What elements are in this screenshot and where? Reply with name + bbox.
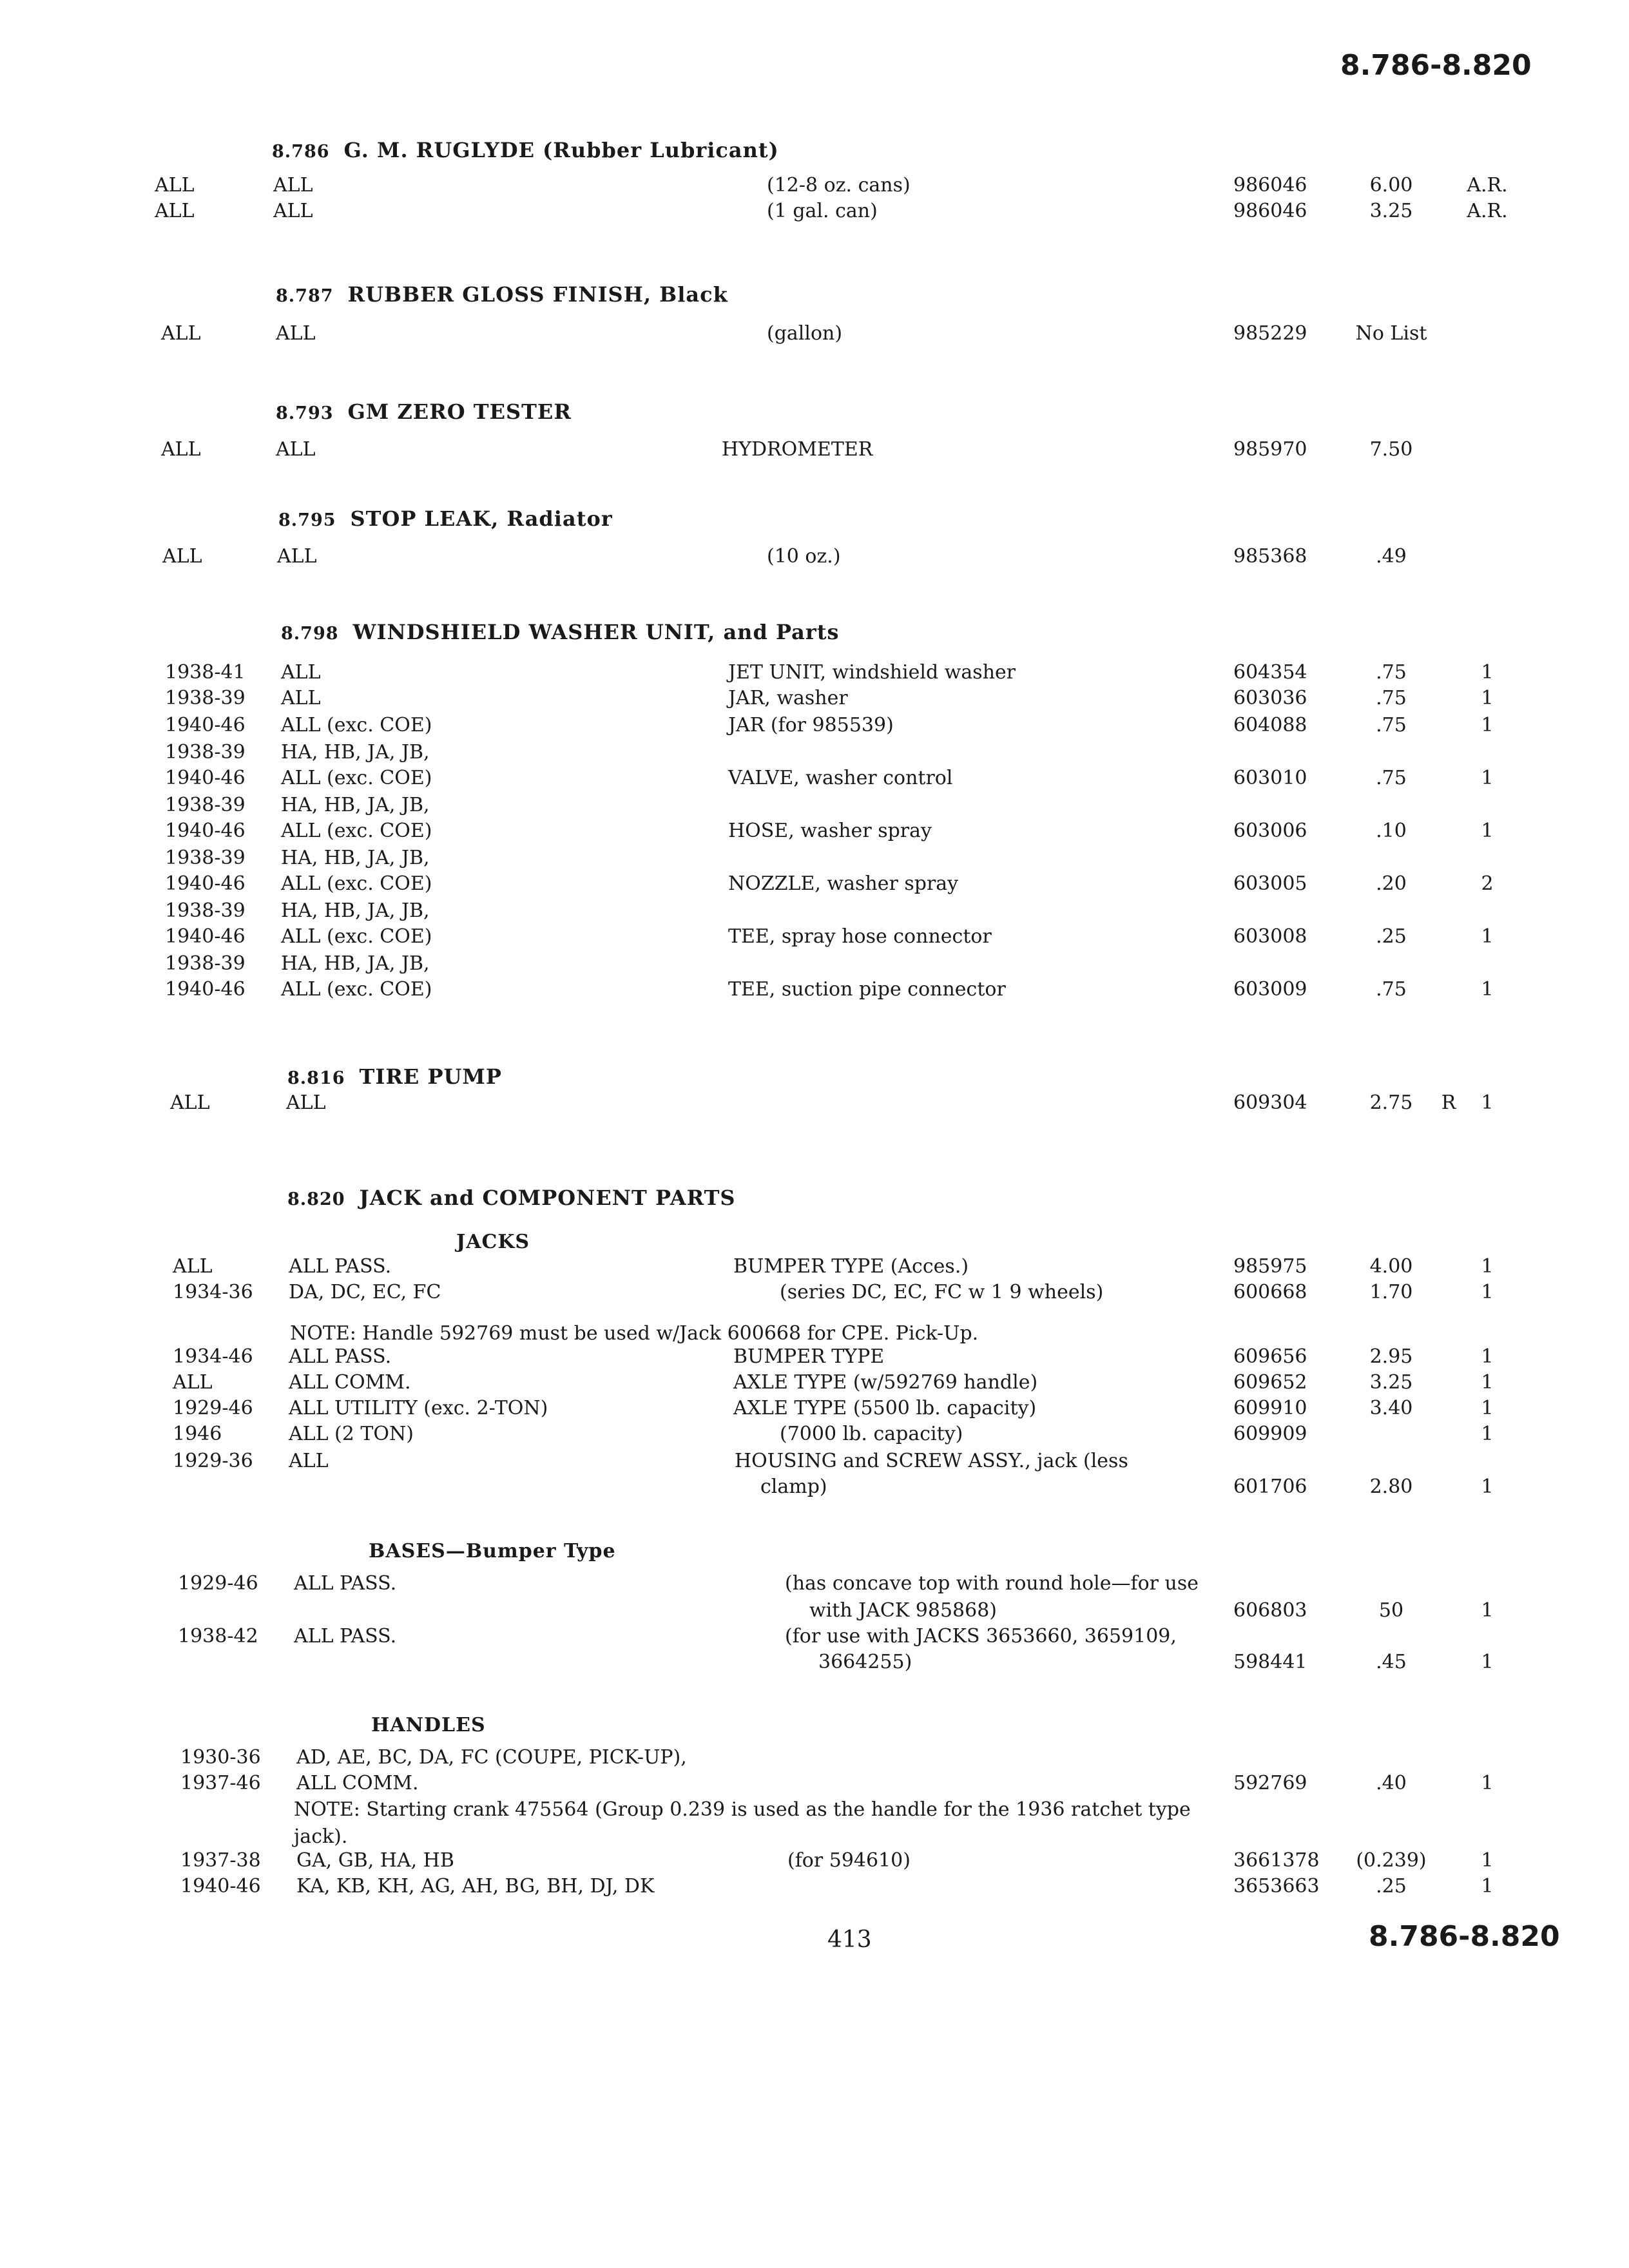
quantity-cell: A.R. (1467, 200, 1508, 222)
section-title-8-816: 8.816 TIRE PUMP (287, 1064, 502, 1089)
year-cell: 1938-39 (165, 794, 246, 816)
price-cell: .75 (1376, 687, 1407, 709)
year-cell: 1938-39 (165, 741, 246, 764)
part-number-cell: 3653663 (1233, 1875, 1320, 1898)
part-number-cell: 601706 (1233, 1475, 1307, 1498)
table-row (0, 438, 1629, 465)
model-cell: ALL PASS. (289, 1345, 392, 1368)
table-row (0, 1450, 1629, 1477)
description-cell: JAR (for 985539) (728, 714, 894, 736)
year-cell: 1946 (173, 1423, 222, 1445)
model-cell: ALL (276, 322, 316, 345)
price-cell: .75 (1376, 767, 1407, 789)
model-cell: ALL (exc. COE) (281, 820, 432, 842)
price-cell: .10 (1376, 820, 1407, 842)
table-row (0, 1625, 1629, 1652)
price-cell: .75 (1376, 661, 1407, 684)
year-cell: 1940-46 (165, 872, 246, 895)
model-cell: ALL PASS. (294, 1572, 397, 1595)
quantity-cell: 2 (1481, 872, 1494, 895)
subhead-handles: HANDLES (371, 1714, 486, 1736)
year-cell: 1938-39 (165, 687, 246, 709)
price-cell: .20 (1376, 872, 1407, 895)
model-cell: ALL (281, 687, 321, 709)
price-cell: .25 (1376, 925, 1407, 948)
quantity-cell: 1 (1481, 1599, 1494, 1622)
table-row (0, 1746, 1629, 1773)
table-row (0, 1397, 1629, 1424)
description-cell: AXLE TYPE (5500 lb. capacity) (733, 1397, 1037, 1419)
description-cell: NOZZLE, washer spray (728, 872, 959, 895)
price-cell: .45 (1376, 1651, 1407, 1673)
description-cell: BUMPER TYPE (Acces.) (733, 1255, 969, 1278)
table-row (0, 714, 1629, 741)
quantity-cell: 1 (1481, 1255, 1494, 1278)
model-cell: HA, HB, JA, JB, (281, 899, 430, 922)
part-number-cell: 604354 (1233, 661, 1307, 684)
part-number-cell: 604088 (1233, 714, 1307, 736)
table-row (0, 899, 1629, 927)
model-cell: ALL (273, 200, 313, 222)
description-cell: (1 gal. can) (767, 200, 878, 222)
description-cell: HOSE, washer spray (728, 820, 932, 842)
table-row (0, 952, 1629, 979)
quantity-cell: 1 (1481, 1397, 1494, 1419)
part-number-cell: 603006 (1233, 820, 1307, 842)
model-cell: ALL (276, 438, 316, 461)
part-number-cell: 609652 (1233, 1371, 1307, 1394)
year-cell: ALL (162, 545, 202, 568)
table-row (0, 1371, 1629, 1398)
table-row (0, 847, 1629, 874)
model-cell: ALL (exc. COE) (281, 872, 432, 895)
price-cell: 2.95 (1369, 1345, 1413, 1368)
note-starting-crank: NOTE: Starting crank 475564 (Group 0.239 is used as the handle for the 1936 ratchet type jack). (294, 1798, 1191, 1848)
section-title-8-798: 8.798 WINDSHIELD WASHER UNIT, and Parts (281, 620, 840, 644)
model-cell: ALL (exc. COE) (281, 925, 432, 948)
table-row (0, 1849, 1629, 1876)
note-jack-handle: NOTE: Handle 592769 must be used w/Jack 600668 for CPE. Pick-Up. (290, 1322, 979, 1345)
description-cell: HYDROMETER (722, 438, 873, 461)
model-cell: KA, KB, KH, AG, AH, BG, BH, DJ, DK (296, 1875, 655, 1898)
price-cell: .25 (1376, 1875, 1407, 1898)
section-title-8-786: 8.786 G. M. RUGLYDE (Rubber Lubricant) (272, 138, 779, 162)
price-cell: 50 (1378, 1599, 1404, 1622)
year-cell: 1929-36 (173, 1450, 253, 1472)
year-cell: 1940-46 (165, 767, 246, 789)
model-cell: ALL (281, 661, 321, 684)
model-cell: HA, HB, JA, JB, (281, 794, 430, 816)
quantity-cell: 1 (1481, 1371, 1494, 1394)
price-cell: 2.75 (1369, 1091, 1413, 1114)
table-row (0, 1772, 1629, 1799)
year-cell: ALL (155, 174, 195, 197)
subhead-jacks: JACKS (456, 1231, 530, 1253)
quantity-cell: 1 (1481, 767, 1494, 789)
description-cell: clamp) (760, 1475, 827, 1498)
year-cell: ALL (173, 1255, 213, 1278)
quantity-cell: 1 (1481, 1423, 1494, 1445)
subhead-bases: BASES—Bumper Type (369, 1540, 616, 1562)
description-cell: (7000 lb. capacity) (780, 1423, 963, 1445)
year-cell: 1934-36 (173, 1281, 253, 1303)
description-cell: (series DC, EC, FC w 1 9 wheels) (780, 1281, 1104, 1303)
model-cell: ALL (286, 1091, 326, 1114)
description-cell: (10 oz.) (767, 545, 841, 568)
section-title-8-795: 8.795 STOP LEAK, Radiator (278, 506, 613, 531)
price-cell: .49 (1376, 545, 1407, 568)
model-cell: ALL (exc. COE) (281, 978, 432, 1001)
year-cell: 1934-46 (173, 1345, 253, 1368)
year-cell: 1929-46 (178, 1572, 258, 1595)
section-title-8-787: 8.787 RUBBER GLOSS FINISH, Black (276, 282, 728, 307)
quantity-cell: 1 (1481, 1849, 1494, 1872)
part-number-cell: 3661378 (1233, 1849, 1320, 1872)
quantity-cell: 1 (1481, 978, 1494, 1001)
price-cell: 4.00 (1369, 1255, 1413, 1278)
price-cell: 2.80 (1369, 1475, 1413, 1498)
quantity-cell: A.R. (1467, 174, 1508, 197)
part-number-cell: 985975 (1233, 1255, 1307, 1278)
quantity-cell: 1 (1481, 687, 1494, 709)
year-cell: 1938-39 (165, 899, 246, 922)
part-number-cell: 986046 (1233, 200, 1307, 222)
table-row (0, 1475, 1629, 1503)
part-number-cell: 985970 (1233, 438, 1307, 461)
model-cell: ALL COMM. (296, 1772, 419, 1794)
price-cell: .40 (1376, 1772, 1407, 1794)
part-number-cell: 609656 (1233, 1345, 1307, 1368)
price-cell: 7.50 (1369, 438, 1413, 461)
price-cell: (0.239) (1356, 1849, 1427, 1872)
quantity-cell: 1 (1481, 1475, 1494, 1498)
description-cell: VALVE, washer control (728, 767, 953, 789)
page-range-bottom: 8.786-8.820 (1369, 1920, 1560, 1953)
model-cell: ALL (2 TON) (289, 1423, 414, 1445)
table-row (0, 687, 1629, 714)
part-number-cell: 986046 (1233, 174, 1307, 197)
description-cell: (for 594610) (787, 1849, 911, 1872)
description-cell: TEE, suction pipe connector (728, 978, 1006, 1001)
page-range-top: 8.786-8.820 (1340, 49, 1532, 82)
flag-cell: R (1441, 1091, 1456, 1114)
description-cell: BUMPER TYPE (733, 1345, 885, 1368)
model-cell: ALL (exc. COE) (281, 714, 432, 736)
table-row (0, 767, 1629, 794)
price-cell: 1.70 (1369, 1281, 1413, 1303)
table-row (0, 872, 1629, 899)
model-cell: HA, HB, JA, JB, (281, 952, 430, 975)
table-row (0, 1281, 1629, 1308)
quantity-cell: 1 (1481, 1091, 1494, 1114)
year-cell: ALL (170, 1091, 210, 1114)
year-cell: 1938-42 (178, 1625, 258, 1648)
description-cell: (12-8 oz. cans) (767, 174, 911, 197)
part-number-cell: 609910 (1233, 1397, 1307, 1419)
year-cell: ALL (161, 438, 201, 461)
table-row (0, 545, 1629, 572)
quantity-cell: 1 (1481, 820, 1494, 842)
model-cell: ALL (exc. COE) (281, 767, 432, 789)
year-cell: 1937-46 (180, 1772, 261, 1794)
model-cell: ALL PASS. (289, 1255, 392, 1278)
part-number-cell: 603009 (1233, 978, 1307, 1001)
price-cell: .75 (1376, 978, 1407, 1001)
section-title-8-820: 8.820 JACK and COMPONENT PARTS (287, 1186, 736, 1210)
quantity-cell: 1 (1481, 1875, 1494, 1898)
price-cell: 3.25 (1369, 200, 1413, 222)
part-number-cell: 985229 (1233, 322, 1307, 345)
table-row (0, 200, 1629, 227)
part-number-cell: 603005 (1233, 872, 1307, 895)
description-cell: 3664255) (818, 1651, 912, 1673)
year-cell: ALL (161, 322, 201, 345)
part-number-cell: 609909 (1233, 1423, 1307, 1445)
year-cell: 1940-46 (165, 820, 246, 842)
part-number-cell: 606803 (1233, 1599, 1307, 1622)
description-cell: HOUSING and SCREW ASSY., jack (less (735, 1450, 1128, 1472)
model-cell: ALL COMM. (289, 1371, 411, 1394)
quantity-cell: 1 (1481, 925, 1494, 948)
table-row (0, 925, 1629, 952)
table-row (0, 794, 1629, 821)
description-cell: TEE, spray hose connector (728, 925, 992, 948)
table-row (0, 978, 1629, 1005)
part-number-cell: 609304 (1233, 1091, 1307, 1114)
table-row (0, 1423, 1629, 1450)
section-title-8-793: 8.793 GM ZERO TESTER (276, 399, 572, 424)
quantity-cell: 1 (1481, 661, 1494, 684)
model-cell: GA, GB, HA, HB (296, 1849, 454, 1872)
description-cell: (for use with JACKS 3653660, 3659109, (785, 1625, 1177, 1648)
year-cell: 1940-46 (165, 978, 246, 1001)
table-row (0, 1875, 1629, 1902)
price-cell: No List (1355, 322, 1427, 345)
year-cell: 1937-38 (180, 1849, 261, 1872)
year-cell: ALL (173, 1371, 213, 1394)
table-row (0, 322, 1629, 349)
year-cell: 1938-39 (165, 847, 246, 869)
price-cell: 3.40 (1369, 1397, 1413, 1419)
price-cell: 6.00 (1369, 174, 1413, 197)
description-cell: JAR, washer (728, 687, 848, 709)
part-number-cell: 598441 (1233, 1651, 1307, 1673)
table-row (0, 174, 1629, 201)
description-cell: (gallon) (767, 322, 843, 345)
model-cell: AD, AE, BC, DA, FC (COUPE, PICK-UP), (296, 1746, 687, 1769)
quantity-cell: 1 (1481, 714, 1494, 736)
description-cell: JET UNIT, windshield washer (728, 661, 1016, 684)
description-cell: with JACK 985868) (809, 1599, 998, 1622)
quantity-cell: 1 (1481, 1281, 1494, 1303)
table-row (0, 1255, 1629, 1282)
part-number-cell: 985368 (1233, 545, 1307, 568)
table-row (0, 820, 1629, 847)
quantity-cell: 1 (1481, 1345, 1494, 1368)
table-row (0, 1091, 1629, 1119)
model-cell: HA, HB, JA, JB, (281, 847, 430, 869)
model-cell: DA, DC, EC, FC (289, 1281, 441, 1303)
price-cell: 3.25 (1369, 1371, 1413, 1394)
year-cell: 1940-46 (165, 714, 246, 736)
year-cell: 1940-46 (180, 1875, 261, 1898)
quantity-cell: 1 (1481, 1651, 1494, 1673)
year-cell: 1938-41 (165, 661, 246, 684)
table-row (0, 1651, 1629, 1678)
year-cell: 1938-39 (165, 952, 246, 975)
table-row (0, 1345, 1629, 1372)
model-cell: ALL (289, 1450, 329, 1472)
part-number-cell: 603036 (1233, 687, 1307, 709)
part-number-cell: 592769 (1233, 1772, 1307, 1794)
year-cell: 1940-46 (165, 925, 246, 948)
table-row (0, 1599, 1629, 1626)
table-row (0, 661, 1629, 688)
year-cell: 1930-36 (180, 1746, 261, 1769)
page-number: 413 (827, 1927, 872, 1953)
year-cell: ALL (155, 200, 195, 222)
model-cell: ALL (273, 174, 313, 197)
quantity-cell: 1 (1481, 1772, 1494, 1794)
description-cell: (has concave top with round hole—for use (785, 1572, 1199, 1595)
description-cell: AXLE TYPE (w/592769 handle) (733, 1371, 1038, 1394)
table-row (0, 1572, 1629, 1599)
year-cell: 1929-46 (173, 1397, 253, 1419)
model-cell: HA, HB, JA, JB, (281, 741, 430, 764)
model-cell: ALL (277, 545, 317, 568)
part-number-cell: 603008 (1233, 925, 1307, 948)
part-number-cell: 603010 (1233, 767, 1307, 789)
table-row (0, 741, 1629, 768)
model-cell: ALL PASS. (294, 1625, 397, 1648)
part-number-cell: 600668 (1233, 1281, 1307, 1303)
price-cell: .75 (1376, 714, 1407, 736)
model-cell: ALL UTILITY (exc. 2-TON) (289, 1397, 548, 1419)
